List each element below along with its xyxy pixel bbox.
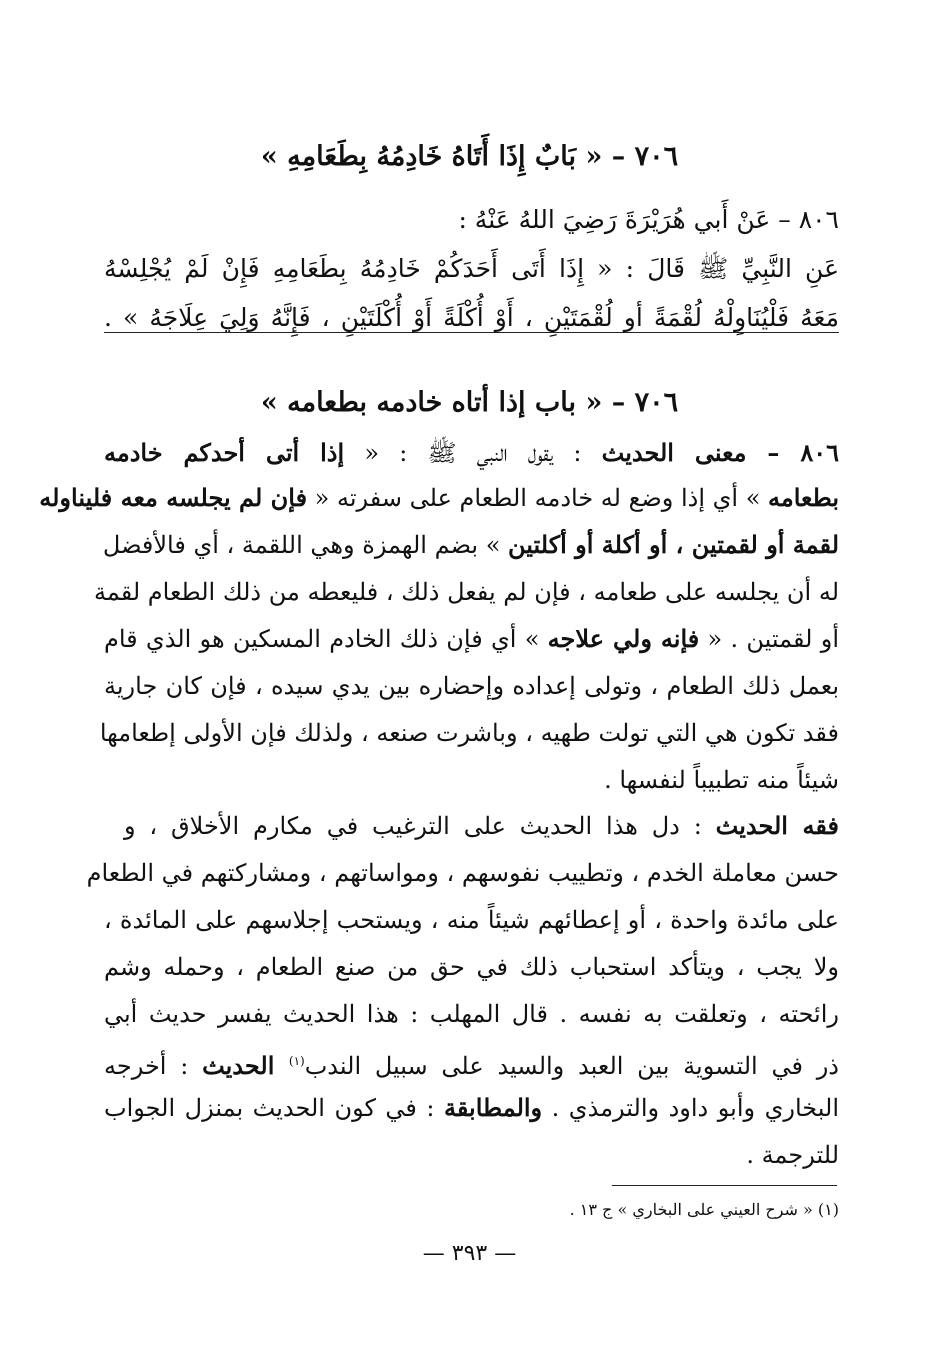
hadith-label: الحديث [202,1051,289,1080]
footnote-divider [612,1185,837,1186]
quoted-hadith: إذا أتى أحدكم خادمه [104,438,345,467]
meaning-label: ٨٠٦ – معنى الحديث [601,438,840,467]
hadith-text-line-2 [104,298,839,338]
fiqh-text: : في كون الحديث بمنزل الجواب [104,1094,445,1122]
quoted-hadith: بطعامه [768,483,839,512]
fiqh-line-2: حسن معاملة الخدم ، وتطييب نفوسهم ، ومواساتهم ، ومشاركتهم في الطعام [86,859,839,887]
commentary-text: » أي إذا وضع له خادمه الطعام على سفرته « [307,484,769,512]
fiqh-text: البخاري وأبو داود والترمذي . [542,1094,840,1122]
commentary-line-4: له أن يجلسه على طعامه ، فإن لم يفعل ذلك ، فليعطه من ذلك الطعام لقمة [93,578,839,606]
hadith-text-line-1: عَنِ النَّبِيِّ ﷺ قَالَ : « إِذَا أَتَى أَحَدَكُمْ خَادِمُهُ بِطَعَامِهِ فَإِنْ لَمْ يُجْلِسْهُ [104,254,839,283]
commentary-line-5 [104,619,839,659]
commentary-line-8: شيئاً منه تطبيباً لنفسها . [604,766,839,794]
fiqh-text: : أخرجه [104,1052,203,1080]
footnote-marker: (١) [288,1054,305,1068]
commentary-line-2 [39,478,839,518]
fiqh-line-6 [104,1041,839,1086]
commentary-heading: ٧٠٦ – « باب إذا أتاه خادمه بطعامه » [260,387,679,418]
quoted-hadith: فإنه ولي علاجه [547,624,700,653]
commentary-text: أو لقمتين . « [699,625,840,653]
fiqh-label: فقه الحديث [715,811,840,840]
fiqh-line-4: ولا يجب ، ويتأكد استحباب ذلك في حق من صنع الطعام ، وحمله وشم [104,953,840,981]
quoted-hadith: لقمة أو لقمتين ، أو أكلة أو أكلتين [508,530,839,559]
hadith-text-span: مَعَهُ فَلْيُنَاوِلْهُ لُقْمَةً أو لُقْمَتَيْنِ ، أَوْ أُكْلَةً أَوْ أُكْلَتَيْنِ ، فَإِنَّهُ وَلِيَ عِلَاجَهُ » . [104,303,839,332]
commentary-text: » أي فإن ذلك الخادم المسكين هو الذي قام [104,625,548,653]
commentary-line-7: فقد تكون هي التي تولت طهيه ، وباشرت صنعه ، ولذلك فإن الأولى إطعامها [99,719,839,747]
fiqh-line-5: رائحته ، وتعلقت به نفسه . قال المهلب : هذا الحديث يفسر حديث أبي [104,1000,839,1028]
hadith-narrator-line: ٨٠٦ – عَنْ أَبي هُرَيْرَةَ رَضِيَ اللهُ عَنْهُ : [458,205,839,234]
fiqh-text: ذر في التسوية بين العبد والسيد على سبيل الندب [304,1052,839,1080]
fiqh-text: : دل هذا الحديث على الترغيب في مكارم الأخلاق ، و [124,812,716,840]
fiqh-line-1 [124,806,839,846]
commentary-text: » بضم الهمزة وهي اللقمة ، أي فالأفضل [102,531,509,559]
footnote: (١) « شرح العيني على البخاري » ج ١٣ . [569,1200,839,1219]
fiqh-line-3: على مائدة واحدة ، أو إعطائهم شيئاً منه ، ويستحب إجلاسهم على المائدة ، [104,906,839,934]
fiqh-line-7 [104,1088,839,1128]
chapter-heading: ٧٠٦ – « بَابٌ إِذَا أَتَاهُ خَادِمُهُ بِطَعَامِهِ » [260,141,679,172]
commentary-line-3 [104,525,839,565]
correspondence-label: والمطابقة [444,1093,543,1122]
commentary-line-1 [104,433,839,473]
fiqh-line-8: للترجمة . [746,1141,839,1169]
commentary-text: : يقول النبي ﷺ : « [344,439,602,467]
commentary-line-6: بعمل ذلك الطعام ، وتولى إعداده وإحضاره بين يدي سيده ، فإن كان جارية [104,672,839,700]
quoted-hadith: فإن لم يجلسه معه فليناوله [39,483,308,512]
page-number: — ٣٩٣ — [422,1241,517,1266]
